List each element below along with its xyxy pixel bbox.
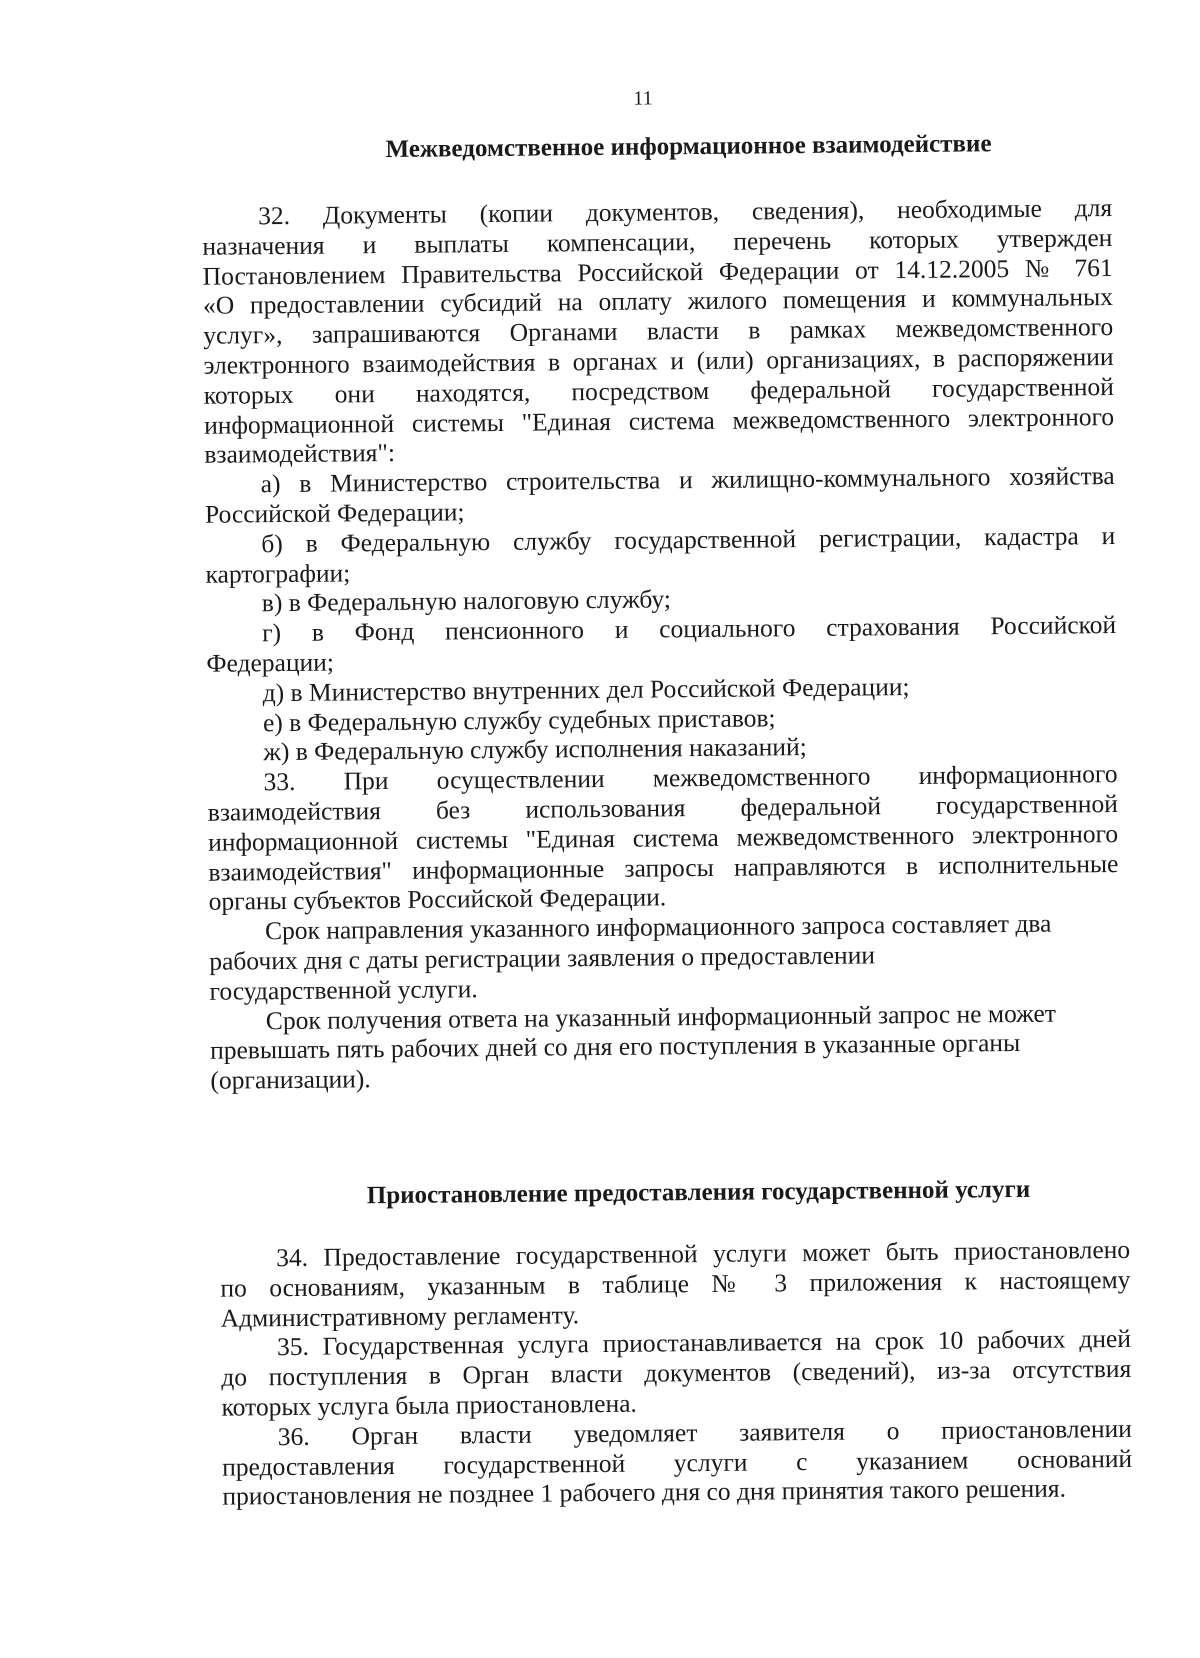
text-line: государственной услуги. [209,973,478,1006]
text-line: д) в Министерство внутренних дел Российской Федерации; [262,671,910,707]
text-line: информационной системы "Единая система межведомственного электронного [207,818,1119,857]
text-line: Постановлением Правительства Российской Федерации от 14.12.2005 № 761 [202,252,1113,291]
text-line: 35. Государственная услуга приостанавливается на срок 10 рабочих дней [276,1324,1132,1362]
section-body-suspension [220,1235,1133,1512]
text-line: Федерации; [206,647,335,678]
text-line: 36. Орган власти уведомляет заявителя о приостановлении [277,1413,1132,1451]
text-line: (организации). [210,1064,371,1095]
text-line: а) в Министерство строительства и жилищно-коммунального хозяйства [260,461,1115,499]
page-number: 11 [633,87,653,110]
text-line: услуг», запрашиваются Органами власти в рамках межведомственного [203,312,1114,350]
text-line: взаимодействия": [204,438,396,470]
text-line: Административному регламенту. [220,1299,580,1333]
text-line: до поступления в Орган власти документов (сведений), из-за отсутствия [221,1354,1132,1392]
text-line: электронного взаимодействия в органах и (или) организациях, в распоряжении [203,342,1114,380]
text-line: превышать пять рабочих дней со дня его поступления в указанные органы [209,1028,1021,1066]
section-heading-interagency-interaction: Межведомственное информационное взаимодействие [385,130,992,164]
text-line: взаимодействия без использования федеральной государственной [207,788,1118,827]
text-line: 32. Документы (копии документов, сведения), необходимые для [257,193,1113,231]
text-line: которых они находятся, посредством федеральной государственной [203,371,1114,410]
text-line: органы субъектов Российской Федерации. [208,882,667,917]
text-line: Срок получения ответа на указанный информационный запрос не может [265,998,1057,1035]
text-line: е) в Федеральную службу судебных приставов; [262,702,776,737]
text-line: Российской Федерации; [204,497,465,529]
text-line: рабочих дня с даты регистрации заявления о предоставлении [209,940,876,976]
text-line: 34. Предоставление государственной услуги может быть приостановлено [275,1234,1131,1273]
text-line: б) в Федеральную службу государственной регистрации, кадастра и [261,520,1116,559]
text-line: взаимодействия" информационные запросы направляются в исполнительные [208,848,1119,887]
text-line: информационной системы "Единая система межведомственного электронного [203,401,1115,440]
text-line: «О предоставлении субсидий на оплату жилого помещения и коммунальных [202,282,1114,321]
section-body-interagency-interaction [202,193,1121,1096]
text-line: картографии; [205,557,351,589]
text-line: предоставления государственной услуги с указанием оснований [221,1443,1133,1482]
text-line: ж) в Федеральную службу исполнения наказаний; [263,732,807,767]
text-line: назначения и выплаты компенсации, перечень которых утвержден [202,222,1113,261]
text-line: в) в Федеральную налоговую службу; [261,584,672,618]
text-line: 33. При осуществлении межведомственного информационного [263,759,1118,797]
text-line: которых услуга была приостановлена. [221,1388,637,1422]
section-heading-suspension: Приостановление предоставления государственной услуги [366,1175,1031,1210]
text-line: г) в Фонд пенсионного и социального страхования Российской [261,610,1117,648]
text-line: по основаниям, указанным в таблице № 3 приложения к настоящему [220,1264,1131,1303]
text-line: приостановления не позднее 1 рабочего дня со дня принятия такого решения. [222,1473,1067,1512]
text-line: Срок направления указанного информационного запроса составляет два [264,908,1052,946]
